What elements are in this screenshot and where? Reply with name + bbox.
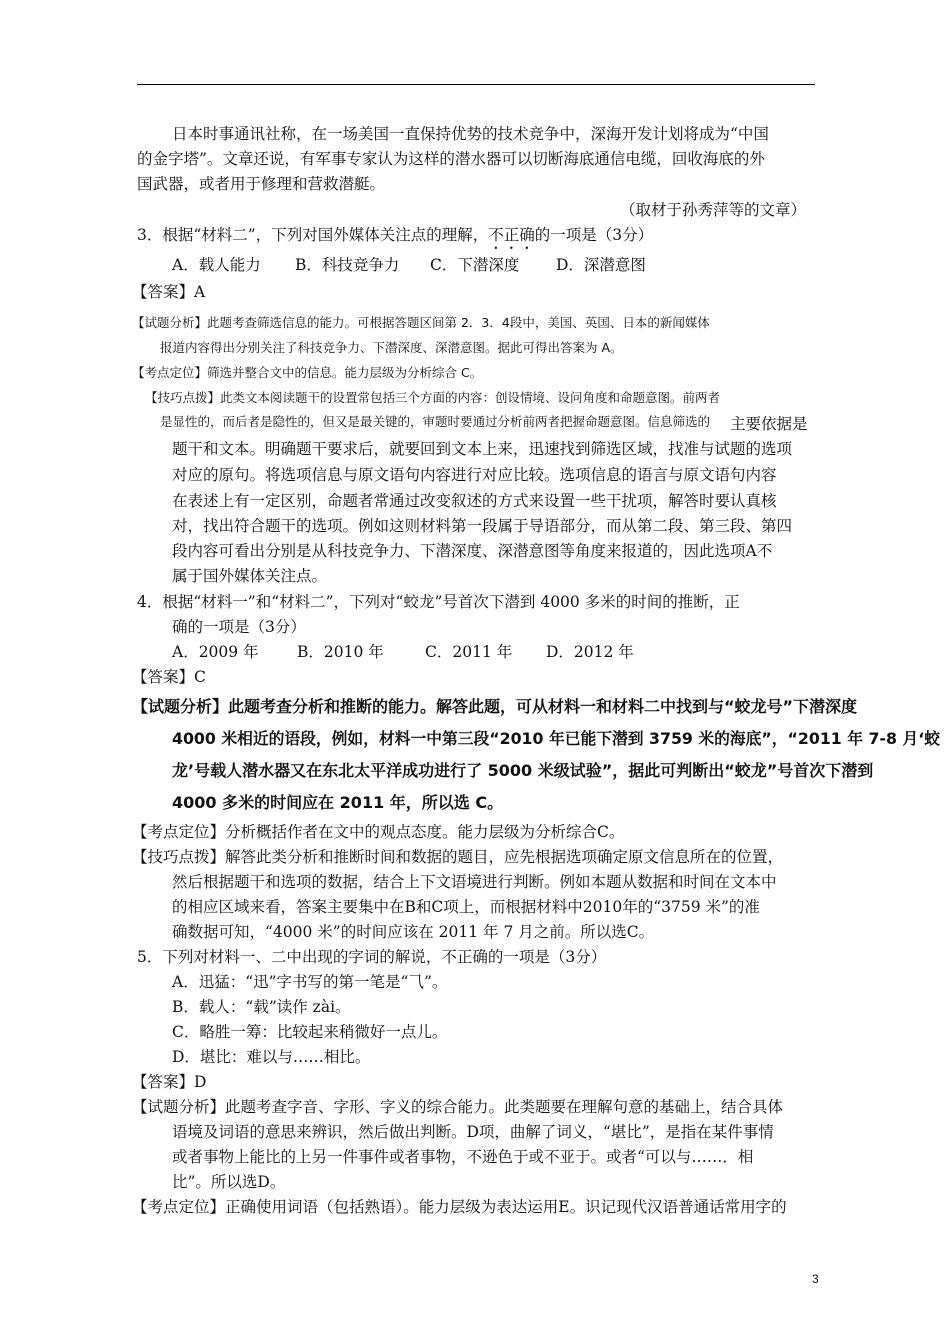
question-3-tip-line-4: 对应的原句。将选项信息与原文语句内容进行对应比较。选项信息的语言与原文语句内容 — [172, 466, 777, 484]
question-5-analysis-line-1: 【试题分析】此题考查字音、字形、字义的综合能力。此类题要在理解句意的基础上，结合具体 — [132, 1098, 784, 1116]
option-b: B．科技竞争力 — [295, 256, 400, 274]
page-number: 3 — [812, 1272, 819, 1286]
question-3-stem-b: 的一项是（3分） — [534, 226, 654, 244]
paragraph-line-2: 的金字塔”。文章还说，有军事专家认为这样的潜水器可以切断海底通信电缆，回收海底的外 — [137, 150, 765, 168]
question-4-analysis-line-3: 龙’号载人潜水器又在东北太平洋成功进行了 5000 米级试验”，据此可判断出“蛟龙”号首次下潜到 — [172, 761, 874, 780]
question-3-tip-line-2a: 是显性的，而后者是隐性的，但又是最关键的，审题时要通过分析前两者把握命题意图。信息筛选的 — [160, 414, 711, 429]
question-4-stem-line-1: 4．根据“材料一”和“材料二”，下列对“蛟龙”号首次下潜到 4000 多米的时间的推断，正 — [137, 593, 740, 611]
question-3-stem-a: 3．根据“材料二”，下列对国外媒体关注点的理解， — [137, 226, 489, 244]
question-4-stem-line-2: 确的一项是（3分） — [172, 618, 306, 636]
question-3-tip-line-1: 【技巧点拨】此类文本阅读题干的设置常包括三个方面的内容：创设情境、设问角度和命题意图。前两者 — [145, 390, 721, 405]
source-citation: （取材于孙秀萍等的文章） — [620, 201, 807, 219]
question-5-answer: 【答案】D — [132, 1073, 207, 1091]
option-c: C．下潜深度 — [430, 256, 520, 274]
question-4-analysis-line-4: 4000 多米的时间应在 2011 年，所以选 C。 — [172, 793, 504, 812]
question-5-stem: 5．下列对材料一、二中出现的字词的解说，不正确的一项是（3分） — [137, 948, 607, 966]
question-5-option-d: D．堪比：难以与……相比。 — [172, 1048, 371, 1066]
question-4-analysis-line-2: 4000 米相近的语段，例如，材料一中第三段“2010 年已能下潜到 3759 米的海底”，“2011 年 7-8 月‘蛟 — [172, 729, 940, 748]
option-b: B．2010 年 — [297, 643, 384, 661]
paragraph-line-1: 日本时事通讯社称，在一场美国一直保持优势的技术竞争中，深海开发计划将成为“中国 — [172, 125, 769, 143]
question-5-analysis-line-2: 语境及词语的意思来辨识，然后做出判断。D项，曲解了词义，“堪比”，是指在某件事情 — [172, 1123, 774, 1141]
question-5-locate: 【考点定位】正确使用词语（包括熟语）。能力层级为表达运用E。识记现代汉语普通话常用字的 — [132, 1198, 787, 1216]
question-5-analysis-line-3: 或者事物上能比的上另一件事件或者事物，不逊色于或不亚于。或者“可以与……．相 — [172, 1148, 754, 1166]
question-3-analysis-line-1: 【试题分析】此题考查筛选信息的能力。可根据答题区间第 2．3．4段中，美国、英国、日本的新闻媒体 — [132, 315, 710, 330]
question-5-option-b: B．载人：“载”读作 zài。 — [172, 998, 351, 1016]
question-4-tip-line-4: 确数据可知，“4000 米”的时间应该在 2011 年 7 月之前。所以选C。 — [172, 923, 655, 941]
option-a: A．2009 年 — [172, 643, 259, 661]
option-a: A．载人能力 — [172, 256, 261, 274]
question-3-analysis-line-2: 报道内容得出分别关注了科技竞争力、下潜深度、深潜意图。据此可得出答案为 A。 — [160, 340, 623, 355]
header-rule — [137, 84, 815, 85]
question-3-stem — [137, 225, 653, 253]
question-4-answer: 【答案】C — [132, 668, 206, 686]
question-3-locate: 【考点定位】筛选并整合文中的信息。能力层级为分析综合 C。 — [132, 365, 483, 380]
question-4-tip-line-1: 【技巧点拨】解答此类分析和推断时间和数据的题目，应先根据选项确定原文信息所在的位置， — [132, 848, 784, 866]
question-3-tip-line-8: 属于国外媒体关注点。 — [172, 567, 328, 585]
question-3-answer: 【答案】A — [132, 283, 206, 301]
question-5-analysis-line-4: 比”。所以选D。 — [172, 1173, 286, 1191]
question-4-options — [172, 642, 634, 662]
question-3-tip-line-3: 题干和文本。明确题干要求后，就要回到文本上来，迅速找到筛选区域，找准与试题的选项 — [172, 440, 793, 458]
option-d: D．2012 年 — [546, 643, 634, 661]
question-4-tip-line-3: 的相应区域来看，答案主要集中在B和C项上，而根据材料中2010年的“3759 米”的准 — [172, 898, 760, 916]
question-3-tip-line-2b: 主要依据是 — [730, 415, 808, 433]
question-5-option-c: C．略胜一筹：比较起来稍微好一点儿。 — [172, 1023, 448, 1041]
question-3-emphasis: 不正确 — [488, 226, 535, 244]
question-3-options — [172, 255, 646, 275]
question-5-option-a: A．迅猛：“迅”字书写的第一笔是“⺄”。 — [172, 973, 448, 991]
question-4-locate: 【考点定位】分析概括作者在文中的观点态度。能力层级为分析综合C。 — [132, 823, 625, 841]
question-3-tip-line-5: 在表述上有一定区别，命题者常通过改变叙述的方式来设置一些干扰项，解答时要认真核 — [172, 492, 777, 510]
question-3-tip-line-6: 对，找出符合题干的选项。例如这则材料第一段属于导语部分，而从第二段、第三段、第四 — [172, 517, 793, 535]
question-3-tip-line-7: 段内容可看出分别是从科技竞争力、下潜深度、深潜意图等角度来报道的，因此选项A不 — [172, 542, 773, 560]
paragraph-line-3: 国武器，或者用于修理和营救潜艇。 — [137, 175, 386, 193]
option-c: C．2011 年 — [425, 643, 513, 661]
option-d: D．深潜意图 — [556, 256, 646, 274]
question-4-analysis-line-1: 【试题分析】此题考查分析和推断的能力。解答此题，可从材料一和材料二中找到与“蛟龙号”下潜深度 — [132, 697, 858, 716]
question-4-tip-line-2: 然后根据题干和选项的数据，结合上下文语境进行判断。例如本题从数据和时间在文本中 — [172, 873, 777, 891]
